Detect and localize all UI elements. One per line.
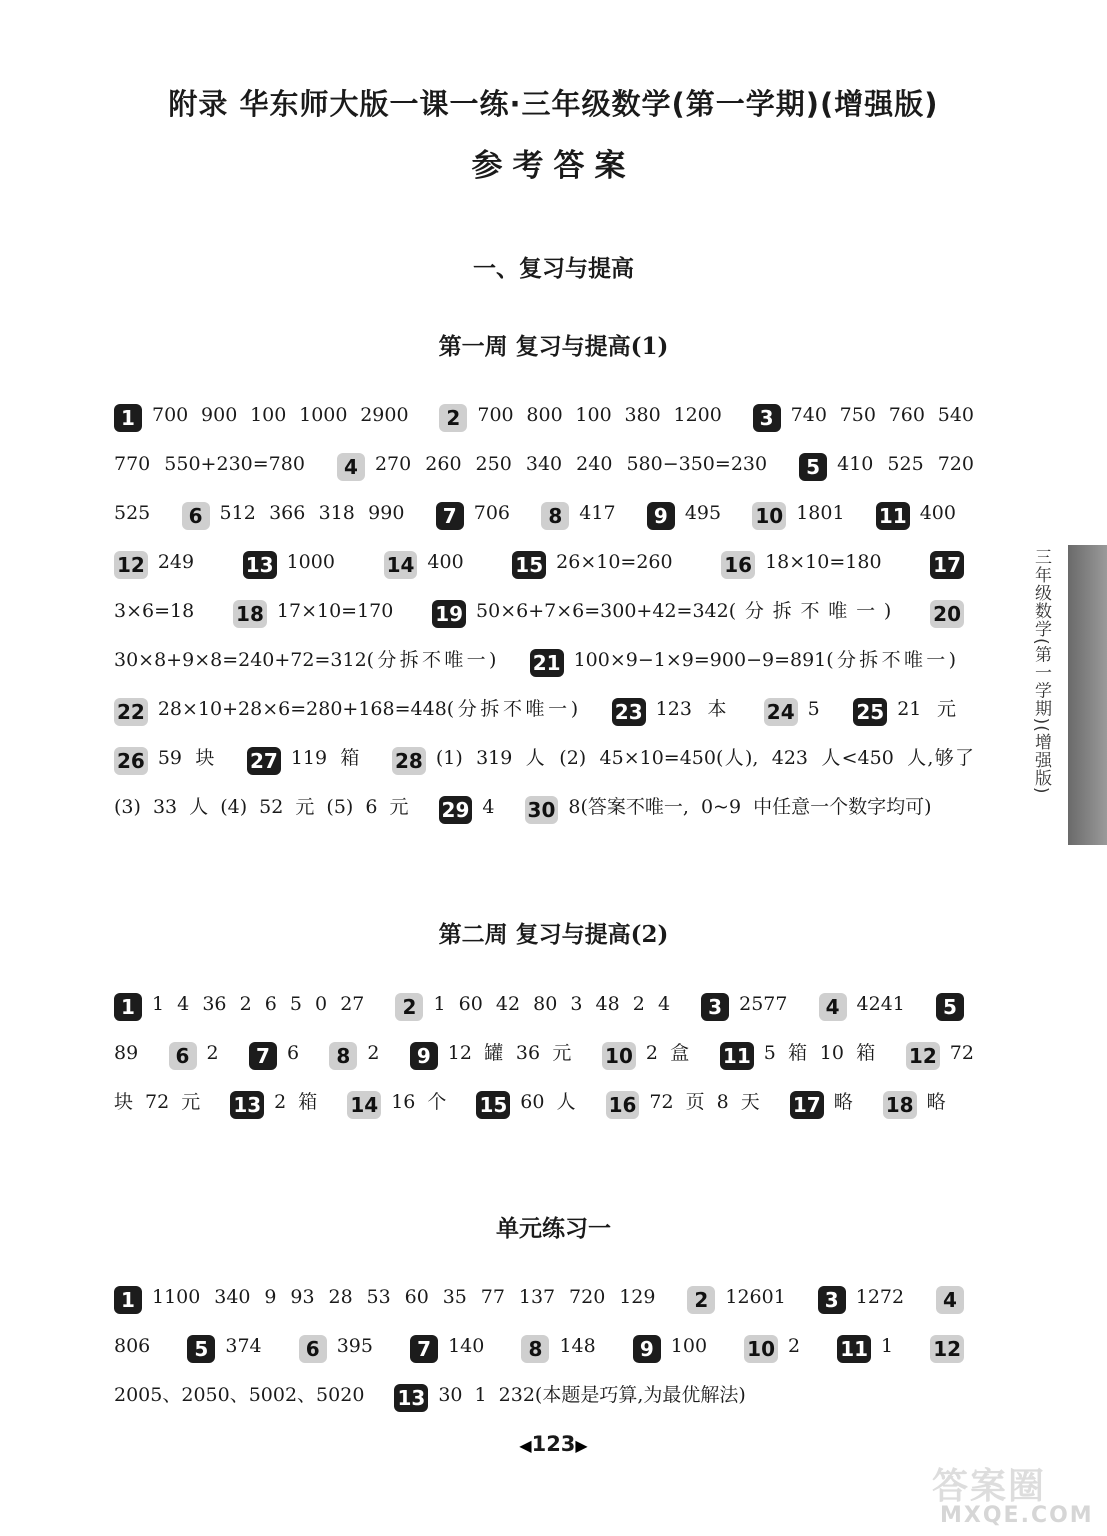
answer-item	[347, 1091, 447, 1117]
answer-item	[384, 551, 464, 577]
question-number-badge: 9	[633, 1335, 661, 1363]
question-number-badge: 16	[721, 551, 755, 579]
answer-item	[701, 993, 788, 1019]
question-number-badge: 9	[410, 1042, 438, 1070]
question-number-badge: 6	[182, 502, 210, 530]
answer-text: 17×10=170	[276, 600, 394, 622]
question-number-badge: 24	[764, 698, 798, 726]
answer-item	[633, 1335, 708, 1361]
answer-text: 4	[482, 796, 495, 818]
question-number-badge: 29	[439, 796, 473, 824]
question-number-badge: 5	[936, 993, 964, 1021]
answer-text: 2	[788, 1335, 801, 1357]
answer-item	[233, 600, 394, 626]
answer-text: 1	[881, 1335, 894, 1357]
question-number-badge: 2	[395, 993, 423, 1021]
question-number-badge: 10	[752, 502, 786, 530]
answer-item	[436, 502, 510, 528]
page-number-value: 123	[531, 1432, 576, 1456]
answer-text: 16 个	[391, 1091, 447, 1113]
answer-item	[720, 1042, 876, 1068]
answer-key-title: 参考答案	[471, 148, 636, 184]
question-number-badge: 19	[432, 600, 466, 628]
answer-text: 28×10+28×6=280+168=448(分拆不唯一)	[157, 698, 579, 720]
answer-item	[837, 1335, 894, 1361]
week1-answers	[114, 391, 974, 832]
question-number-badge: 8	[329, 1042, 357, 1070]
answer-text: 12601	[725, 1286, 786, 1308]
question-number-badge: 20	[930, 600, 964, 628]
answer-text: 5 箱 10 箱	[763, 1042, 876, 1064]
question-number-badge: 30	[525, 796, 559, 824]
question-number-badge: 3	[753, 404, 781, 432]
answer-text: 59 块	[157, 747, 216, 769]
answer-text: 2005、2050、5002、5020	[114, 1384, 365, 1406]
question-number-badge: 14	[347, 1091, 381, 1119]
week2-heading: 第二周 复习与提高(2)	[438, 921, 669, 948]
question-number-badge: 4	[337, 453, 365, 481]
answer-text: 2	[367, 1042, 380, 1064]
answer-text: 700 900 100 1000 2900	[152, 404, 409, 426]
answer-item	[525, 796, 932, 822]
answer-item	[439, 796, 495, 822]
answer-item	[394, 1384, 746, 1410]
answer-item	[439, 404, 722, 430]
answer-text: 806	[114, 1335, 151, 1357]
question-number-badge: 4	[936, 1286, 964, 1314]
answer-item	[114, 747, 216, 773]
question-number-badge: 27	[247, 747, 281, 775]
answer-item	[541, 502, 616, 528]
answer-item	[329, 1042, 380, 1068]
question-number-badge: 6	[299, 1335, 327, 1363]
answer-text: 706	[473, 502, 510, 524]
answer-text: 700 800 100 380 1200	[477, 404, 722, 426]
answer-item	[606, 1091, 760, 1117]
answer-item	[764, 698, 820, 724]
answer-item	[876, 502, 956, 528]
answer-item	[687, 1286, 786, 1312]
answer-item	[114, 993, 365, 1019]
answer-text: 6	[286, 1042, 300, 1064]
question-number-badge: 1	[114, 993, 142, 1021]
answer-text: 100	[670, 1335, 708, 1357]
answer-text: 5	[807, 698, 820, 720]
answer-item	[114, 404, 409, 430]
answer-text: 2 盒	[645, 1042, 690, 1064]
answer-text: (1) 319 人 (2) 45×10=450(人), 423 人<450 人,够了 (3) 33 人 (4) 52 元 (5) 6 元	[114, 747, 975, 818]
answer-item	[243, 551, 335, 577]
answer-item	[721, 551, 882, 577]
answer-item	[752, 502, 845, 528]
question-number-badge: 11	[876, 502, 910, 530]
answer-text: 30×8+9×8=240+72=312(分拆不唯一)	[114, 649, 497, 671]
question-number-badge: 14	[384, 551, 418, 579]
question-number-badge: 28	[392, 747, 426, 775]
appendix-title: 附录 华东师大版一课一练·三年级数学(第一学期)(增强版)	[168, 87, 939, 121]
answer-item	[612, 698, 731, 724]
watermark-url: MXQE.COM	[940, 1503, 1094, 1528]
answer-text: 1272	[855, 1286, 905, 1308]
question-number-badge: 5	[187, 1335, 215, 1363]
answer-text: 1 60 42 80 3 48 2 4	[433, 993, 671, 1015]
answer-item	[819, 993, 905, 1019]
page-right-arrow-icon: ▶	[575, 1436, 588, 1455]
question-number-badge: 15	[512, 551, 546, 579]
week2-answers	[114, 980, 974, 1127]
answer-item	[521, 1335, 596, 1361]
question-number-badge: 18	[233, 600, 267, 628]
answer-item	[299, 1335, 373, 1361]
answer-item	[853, 698, 957, 724]
question-number-badge: 25	[853, 698, 887, 726]
answer-item	[182, 502, 405, 528]
question-number-badge: 11	[837, 1335, 871, 1363]
question-number-badge: 1	[114, 1286, 142, 1314]
question-number-badge: 16	[606, 1091, 640, 1119]
answer-item	[790, 1091, 853, 1117]
answer-text: 249	[157, 551, 195, 573]
answer-text: 1100 340 9 93 28 53 60 35 77 137 720 129	[152, 1286, 656, 1308]
answer-text: 12 罐 36 元	[447, 1042, 572, 1064]
answer-item	[395, 993, 671, 1019]
question-number-badge: 5	[799, 453, 827, 481]
answer-text: 100×9−1×9=900−9=891(分拆不唯一)	[573, 649, 956, 671]
answer-text: 400	[919, 502, 956, 524]
question-number-badge: 22	[114, 698, 148, 726]
question-number-badge: 6	[169, 1042, 197, 1070]
week1-heading: 第一周 复习与提高(1)	[438, 333, 669, 360]
question-number-badge: 9	[647, 502, 675, 530]
answer-text: 417	[579, 502, 616, 524]
question-number-badge: 12	[930, 1335, 964, 1363]
answer-item	[410, 1042, 572, 1068]
answer-text: 495	[684, 502, 722, 524]
answer-text: 72 块 72 元	[114, 1042, 974, 1113]
answer-item	[249, 1042, 300, 1068]
question-number-badge: 1	[114, 404, 142, 432]
answer-text: 略	[926, 1091, 946, 1113]
answer-text: 119 箱	[290, 747, 361, 769]
question-number-badge: 4	[819, 993, 847, 1021]
watermark-logo: 答案圈	[932, 1466, 1047, 1507]
question-number-badge: 10	[602, 1042, 636, 1070]
answer-text: 72 页 8 天	[649, 1091, 760, 1113]
answer-text: 140	[448, 1335, 485, 1357]
answer-text: 270 260 250 340 240 580−350=230	[374, 453, 768, 475]
unit1-answers	[114, 1273, 974, 1420]
question-number-badge: 7	[436, 502, 464, 530]
question-number-badge: 12	[906, 1042, 940, 1070]
question-number-badge: 2	[439, 404, 467, 432]
answer-text: 26×10=260	[556, 551, 673, 573]
answer-text: 8(答案不唯一, 0~9 中任意一个数字均可)	[568, 796, 932, 818]
answer-item	[410, 1335, 485, 1361]
answer-text: 1801	[796, 502, 845, 524]
answer-item	[337, 453, 768, 479]
answer-text: 30 1 232(本题是巧算,为最优解法)	[438, 1384, 746, 1406]
answer-item	[432, 600, 892, 626]
question-number-badge: 3	[818, 1286, 846, 1314]
answer-item	[114, 1286, 656, 1312]
question-number-badge: 13	[230, 1091, 264, 1119]
answer-item	[187, 1335, 262, 1361]
question-number-badge: 18	[883, 1091, 917, 1119]
answer-text: 1000	[286, 551, 335, 573]
side-thumb-tab	[1068, 545, 1107, 845]
answer-text: 395	[336, 1335, 373, 1357]
page-number	[0, 1432, 1107, 1456]
answer-text: 374	[225, 1335, 262, 1357]
answer-text: 89	[114, 1042, 139, 1064]
answer-text: 410 525 720 525	[114, 453, 974, 524]
question-number-badge: 2	[687, 1286, 715, 1314]
answer-item	[530, 649, 956, 675]
answer-item	[114, 551, 195, 577]
answer-text: 18×10=180	[765, 551, 882, 573]
answer-item	[512, 551, 673, 577]
question-number-badge: 8	[521, 1335, 549, 1363]
answer-text: 3×6=18	[114, 600, 195, 622]
answer-text: 4241	[856, 993, 905, 1015]
question-number-badge: 13	[394, 1384, 428, 1412]
answer-text: 740 750 760 540 770 550+230=780	[114, 404, 975, 475]
answer-text: 50×6+7×6=300+42=342(分拆不唯一)	[476, 600, 892, 622]
answer-text: 2 箱	[274, 1091, 318, 1113]
answer-item	[602, 1042, 690, 1068]
question-number-badge: 12	[114, 551, 148, 579]
section-heading: 一、复习与提高	[473, 256, 634, 282]
answer-text: 512 366 318 990	[219, 502, 405, 524]
question-number-badge: 17	[930, 551, 964, 579]
question-number-badge: 23	[612, 698, 646, 726]
answer-text: 2	[206, 1042, 219, 1064]
question-number-badge: 8	[541, 502, 569, 530]
answer-text: 123 本	[655, 698, 731, 720]
answer-text: 2577	[739, 993, 788, 1015]
question-number-badge: 7	[410, 1335, 438, 1363]
answer-item	[818, 1286, 905, 1312]
question-number-badge: 3	[701, 993, 729, 1021]
answer-item	[647, 502, 722, 528]
answer-text: 60 人	[520, 1091, 576, 1113]
question-number-badge: 15	[476, 1091, 510, 1119]
question-number-badge: 13	[243, 551, 277, 579]
question-number-badge: 10	[744, 1335, 778, 1363]
answer-text: 148	[559, 1335, 596, 1357]
answer-item	[169, 1042, 219, 1068]
answer-item	[744, 1335, 801, 1361]
answer-text: 400	[427, 551, 464, 573]
answer-item	[230, 1091, 318, 1117]
answer-text: 1 4 36 2 6 5 0 27	[152, 993, 365, 1015]
answer-text: 21 元	[897, 698, 957, 720]
question-number-badge: 7	[249, 1042, 277, 1070]
page-left-arrow-icon: ◀	[519, 1436, 532, 1455]
answer-item	[114, 698, 579, 724]
question-number-badge: 17	[790, 1091, 824, 1119]
question-number-badge: 26	[114, 747, 148, 775]
answer-item	[247, 747, 361, 773]
answer-item	[883, 1091, 946, 1117]
question-number-badge: 11	[720, 1042, 754, 1070]
side-tab-label: 三年级数学(第一学期)(增强版)	[1031, 548, 1051, 795]
answer-text: 略	[833, 1091, 853, 1113]
answer-item	[476, 1091, 576, 1117]
question-number-badge: 21	[530, 649, 564, 677]
unit1-heading: 单元练习一	[496, 1215, 611, 1242]
